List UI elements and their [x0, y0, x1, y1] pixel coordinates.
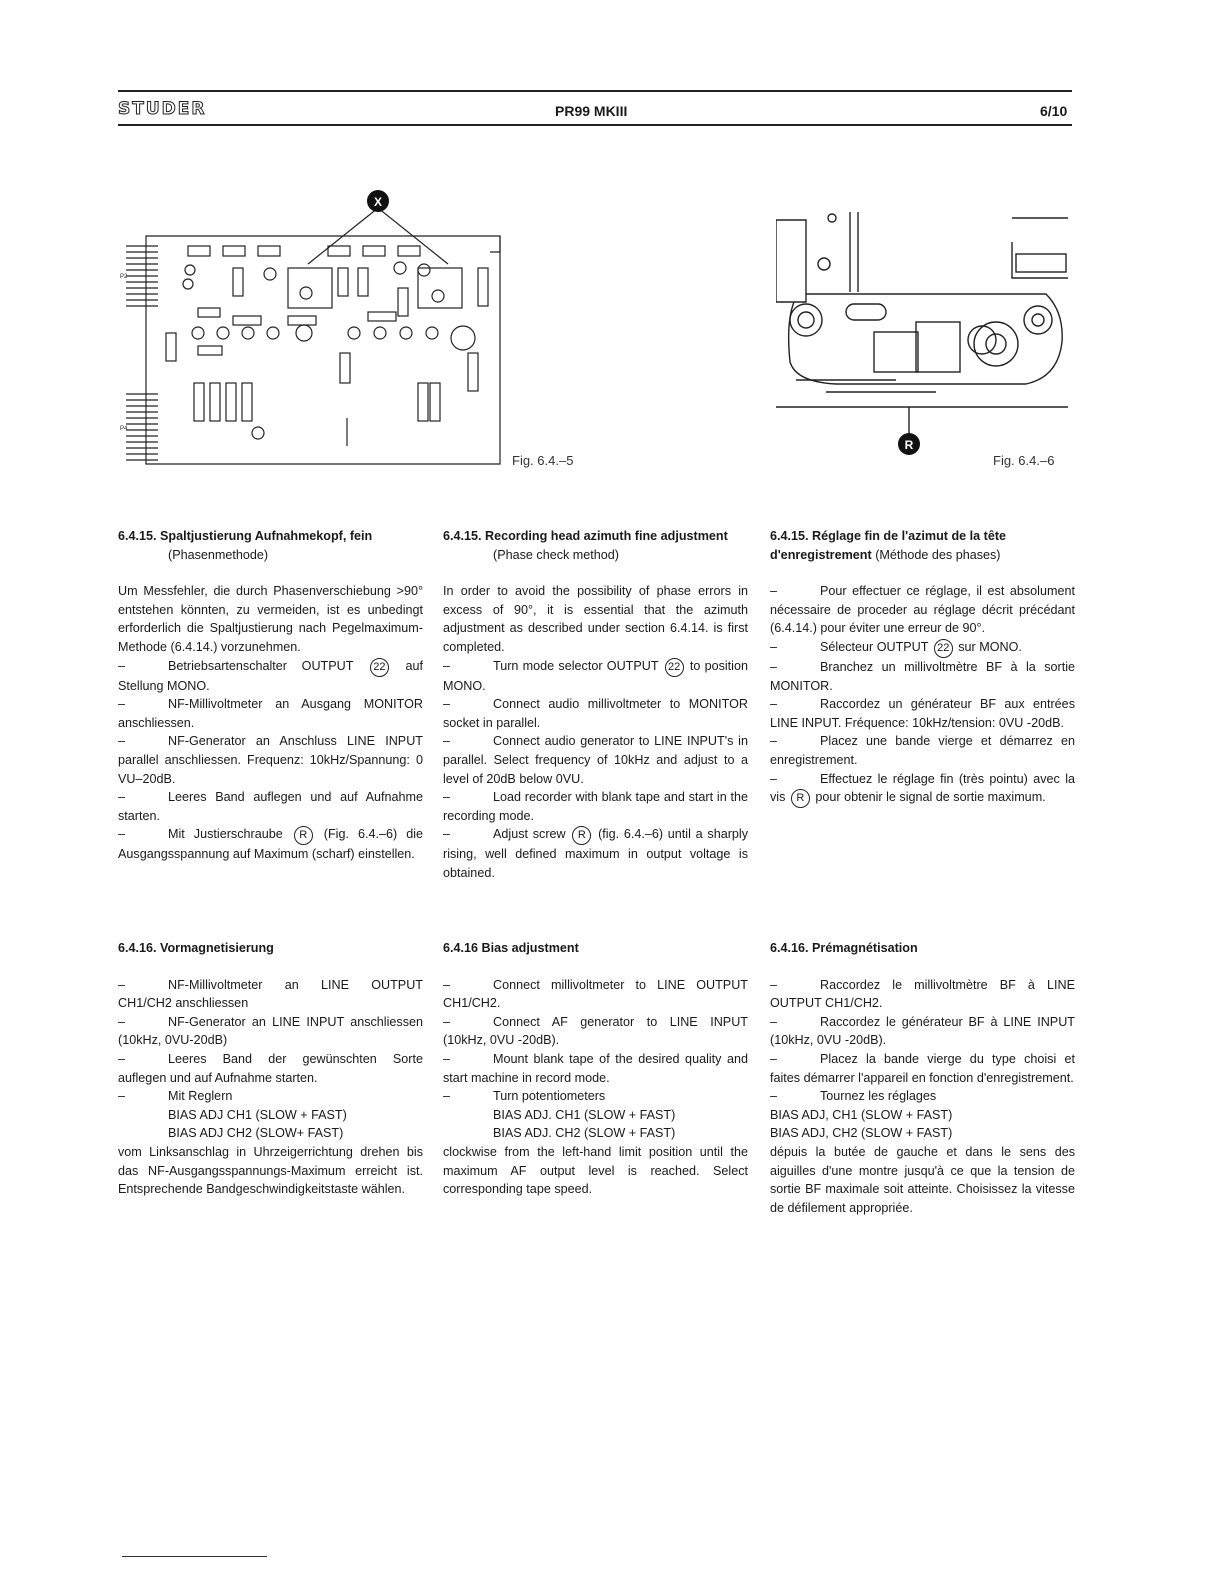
step-item: – Connect audio generator to LINE INPUT's in parallel. Select frequency of 10kHz and adjust to a level of 20dB below 0VU. [443, 734, 748, 786]
indented-setting: BIAS ADJ. CH1 (SLOW + FAST) [493, 1107, 676, 1122]
section-number: 6.4.16 [443, 941, 482, 955]
circled-ref-r: R [572, 826, 591, 845]
step-dash: – [770, 1089, 778, 1104]
section-title: Bias adjustment [481, 941, 579, 955]
step-item: – Adjust screw R (fig. 6.4.–6) until a sharply rising, well defined maximum in output voltage is obtained. [443, 827, 748, 880]
step-item: – Branchez un millivoltmètre BF à la sortie MONITOR. [770, 659, 1075, 693]
step-dash: – [770, 1014, 778, 1029]
indented-setting: BIAS ADJ CH1 (SLOW + FAST) [168, 1107, 347, 1122]
step-item: – NF-Generator an Anschluss LINE INPUT parallel anschliessen. Frequenz: 10kHz/Spannung: 0 VU–20dB. [118, 734, 423, 786]
section-title: Vormagnetisierung [160, 941, 274, 955]
page-number: 6/10 [1040, 103, 1068, 119]
step-item: – Placez la bande vierge du type choisi et faites démarrer l'appareil en fonction d'enregistrement. [770, 1051, 1075, 1085]
section-title: Réglage fin de l'azimut de la tête d'enregistrement [770, 529, 1007, 562]
column-french-bias [770, 939, 1075, 1217]
circuit-board-figure [118, 188, 508, 470]
step-dash: – [118, 734, 126, 749]
step-dash: – [770, 771, 778, 786]
step-item: – Sélecteur OUTPUT 22 sur MONO. [770, 638, 1075, 658]
section-heading [118, 527, 423, 564]
section-title: Spaltjustierung Aufnahmekopf, fein [160, 529, 373, 543]
outro-text: clockwise from the left-hand limit position until the maximum AF output level is reached. Select corresponding tape speed. [443, 1144, 748, 1197]
step-dash: – [770, 977, 778, 992]
intro-text: In order to avoid the possibility of phase errors in excess of 90°, it is essential that the azimuth adjustment as described under section 6.4.14. is first completed. [443, 584, 748, 654]
section-heading [770, 527, 1075, 564]
indented-setting: BIAS ADJ. CH2 (SLOW + FAST) [493, 1126, 676, 1141]
step-item: – Effectuez le réglage fin (très pointu) avec la vis R pour obtenir le signal de sortie maximum. [770, 770, 1075, 809]
step-dash: – [443, 658, 451, 673]
step-item: – Load recorder with blank tape and start in the recording mode. [443, 790, 748, 823]
step-dash: – [443, 790, 451, 805]
step-dash: – [770, 697, 778, 712]
section-number: 6.4.15. [443, 529, 486, 543]
section-number: 6.4.15. [118, 529, 161, 543]
step-item: – Placez une bande vierge et démarrez en enregistrement. [770, 734, 1075, 767]
step-dash: – [770, 639, 778, 654]
step-item: – Pour effectuer ce réglage, il est absolument nécessaire de proceder au réglage décrit précédant (6.4.14.) pour éviter une erreur de 90°. [770, 584, 1075, 636]
step-dash: – [770, 1051, 778, 1066]
step-item: – Connect millivoltmeter to LINE OUTPUT CH1/CH2. [443, 977, 748, 1011]
step-dash: – [443, 977, 451, 992]
spacer [443, 958, 748, 976]
spacer [118, 958, 423, 976]
step-dash: – [118, 827, 126, 842]
circled-ref-r: R [791, 789, 810, 808]
step-item: – Tournez les réglages [770, 1087, 1075, 1106]
setting-line: BIAS ADJ, CH1 (SLOW + FAST) [770, 1107, 953, 1122]
step-dash: – [118, 658, 126, 673]
brand-logo: STUDER [118, 99, 207, 119]
column-english [443, 527, 748, 883]
step-item: – Mit Justierschraube R (Fig. 6.4.–6) die Ausgangsspannung auf Maximum (scharf) einstellen. [118, 827, 423, 862]
figure-marker-r: R [904, 438, 914, 452]
step-item: – NF-Millivoltmeter an LINE OUTPUT CH1/CH2 anschliessen [118, 977, 423, 1011]
outro-text: dépuis la butée de gauche et dans le sens des aiguilles d'une montre jusqu'à ce que la tension de sortie BF maximale soit atteinte. Choisissez la vitesse de défilement appropriée. [770, 1144, 1075, 1215]
spacer [770, 564, 1075, 582]
connector-p2-label: P2 [120, 274, 128, 280]
outro-text: vom Linksanschlag in Uhrzeigerrichtung drehen bis das NF-Ausgangsspannungs-Maximum erreicht ist. Entsprechende Bandgeschwindigkeitstaste wählen. [118, 1144, 423, 1197]
spacer [443, 564, 748, 582]
circled-ref-22: 22 [370, 658, 389, 677]
connector-p4-label: P4 [120, 426, 128, 432]
tape-deck-figure [776, 212, 1072, 462]
section-number: 6.4.15. [770, 529, 813, 543]
step-dash: – [443, 697, 451, 712]
section-subtitle: (Phase check method) [493, 547, 619, 562]
figure-caption-right: Fig. 6.4.–6 [993, 453, 1055, 468]
step-item: – Raccordez un générateur BF aux entrées LINE INPUT. Fréquence: 10kHz/tension: 0VU -20dB. [770, 697, 1075, 730]
step-dash: – [118, 977, 126, 992]
step-item: – Connect audio millivoltmeter to MONITOR socket in parallel. [443, 697, 748, 730]
model-title: PR99 MKIII [555, 103, 628, 119]
setting-line: BIAS ADJ, CH2 (SLOW + FAST) [770, 1126, 953, 1141]
indented-setting: BIAS ADJ CH2 (SLOW+ FAST) [168, 1126, 344, 1141]
footer-rule [122, 1556, 267, 1557]
step-item: – Betriebsartenschalter OUTPUT 22 auf Stellung MONO. [118, 658, 423, 693]
step-dash: – [770, 584, 778, 599]
section-heading [443, 527, 748, 564]
step-item: – Leeres Band der gewünschten Sorte auflegen und auf Aufnahme starten. [118, 1051, 423, 1085]
step-dash: – [443, 1014, 451, 1029]
intro-text: Um Messfehler, die durch Phasenverschiebung >90° entstehen könnten, zu vermeiden, ist es unbedingt erforderlich die Spaltjustierung nach Pegelmaximum-Methode (6.4.14.) vorzunehmen. [118, 584, 423, 654]
spacer [118, 564, 423, 582]
circled-ref-r: R [294, 826, 313, 845]
step-dash: – [118, 790, 126, 805]
step-dash: – [443, 734, 451, 749]
figure-caption-left: Fig. 6.4.–5 [512, 453, 574, 468]
circled-ref-22: 22 [934, 639, 953, 658]
circled-ref-22: 22 [665, 658, 684, 677]
section-subtitle: (Méthode des phases) [875, 547, 1001, 562]
column-german [118, 527, 423, 864]
step-item: – Raccordez le générateur BF à LINE INPUT (10kHz, 0VU -20dB). [770, 1014, 1075, 1048]
step-item: – NF-Millivoltmeter an Ausgang MONITOR anschliessen. [118, 697, 423, 730]
spacer [770, 958, 1075, 976]
step-item: – Turn mode selector OUTPUT 22 to position MONO. [443, 658, 748, 693]
step-dash: – [443, 1051, 451, 1066]
step-dash: – [118, 1051, 126, 1066]
step-item: – Connect AF generator to LINE INPUT (10kHz, 0VU -20dB). [443, 1014, 748, 1048]
column-english-bias [443, 939, 748, 1199]
step-dash: – [443, 1089, 451, 1104]
step-dash: – [770, 659, 778, 674]
step-item: – NF-Generator an LINE INPUT anschliessen (10kHz, 0VU-20dB) [118, 1014, 423, 1048]
step-item: – Raccordez le millivoltmètre BF à LINE OUTPUT CH1/CH2. [770, 977, 1075, 1011]
column-french [770, 527, 1075, 808]
step-item: – Mount blank tape of the desired quality and start machine in record mode. [443, 1051, 748, 1085]
section-heading [770, 939, 1075, 958]
step-item: – Turn potentiometers [443, 1087, 748, 1106]
step-dash: – [118, 1014, 126, 1029]
figure-marker-x: X [373, 195, 383, 209]
section-heading [118, 939, 423, 958]
step-dash: – [443, 827, 451, 842]
step-item: – Leeres Band auflegen und auf Aufnahme starten. [118, 790, 423, 823]
step-dash: – [118, 1089, 126, 1104]
section-number: 6.4.16. [770, 941, 813, 955]
step-dash: – [770, 734, 778, 749]
step-item: – Mit Reglern [118, 1087, 423, 1106]
section-heading [443, 939, 748, 958]
step-dash: – [118, 697, 126, 712]
section-subtitle: (Phasenmethode) [168, 547, 269, 562]
column-german-bias [118, 939, 423, 1199]
section-title: Prémagnétisation [812, 941, 918, 955]
section-number: 6.4.16. [118, 941, 161, 955]
section-title: Recording head azimuth fine adjustment [485, 529, 728, 543]
